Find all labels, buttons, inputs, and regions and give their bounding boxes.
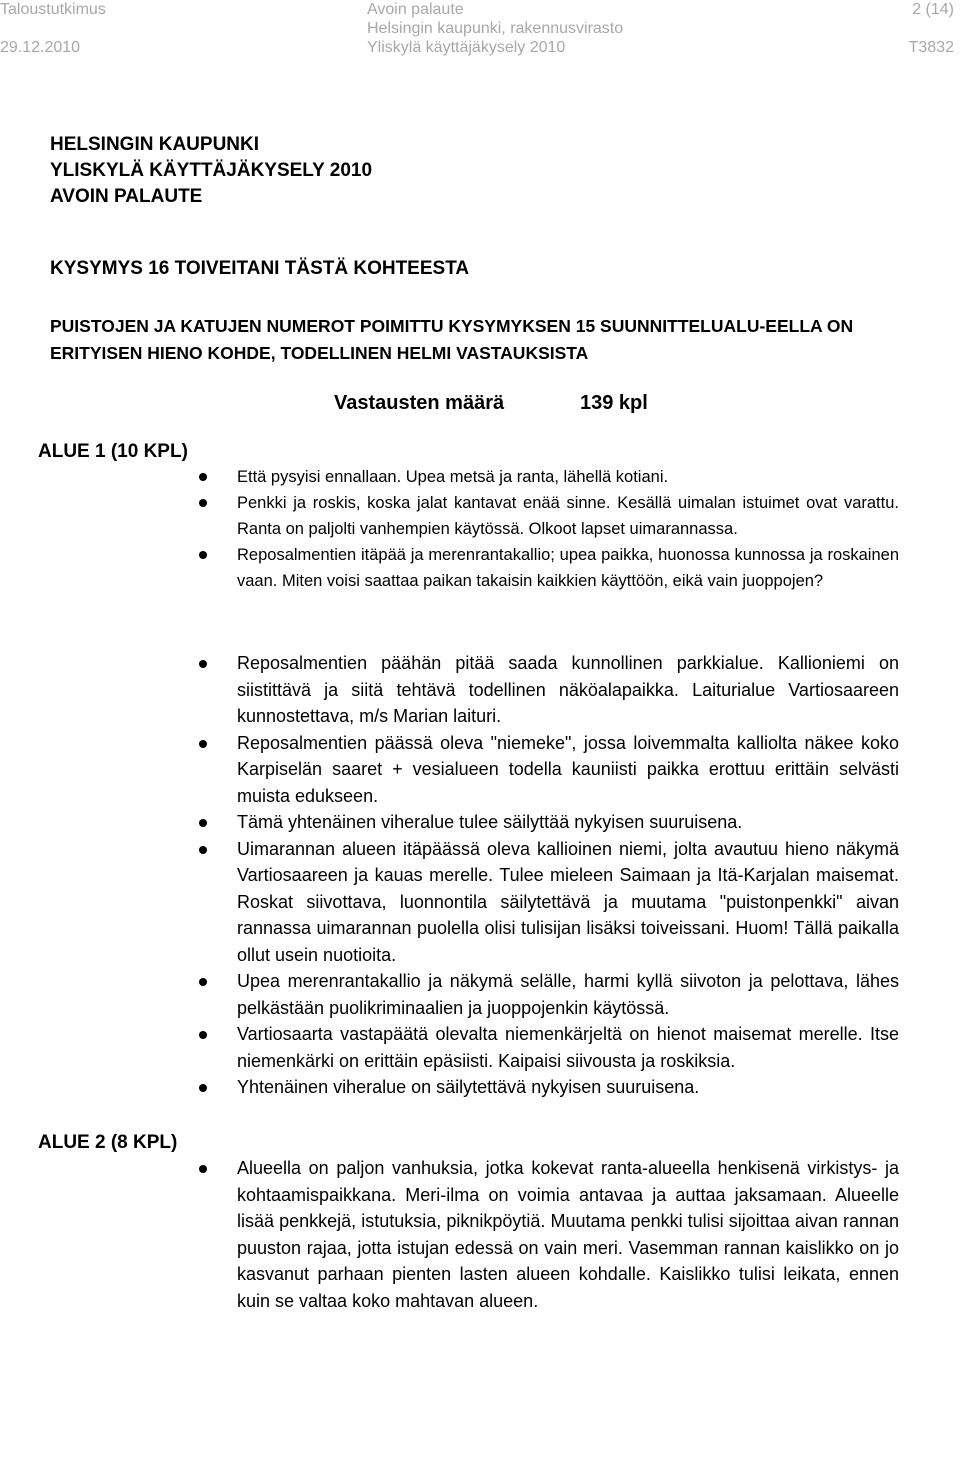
question-description: PUISTOJEN JA KATUJEN NUMEROT POIMITTU KYSYMYKSEN 15 SUUNNITTELUALU-EELLA ON ERITYISEN HIENO KOHDE, TODELLINEN HELMI VASTAUKSISTA — [50, 316, 854, 363]
question-title: KYSYMYS 16 TOIVEITANI TÄSTÄ KOHTEESTA — [50, 258, 470, 279]
area-2-label: ALUE 2 (8 KPL) — [38, 1132, 178, 1153]
title-line: AVOIN PALAUTE — [50, 186, 203, 207]
header-page-number: 2 (14) — [912, 1, 954, 18]
header-report-type: Avoin palaute — [367, 1, 464, 18]
list-item: Alueella on paljon vanhuksia, jotka kokevat ranta-alueella henkisenä virkistys- ja kohtaamispaikkana. Meri-ilma on voimia antavaa ja auttaa jaksamaan. Alueelle lisää penkkejä, istutuksia, piknikpöytiä. Muutama penkki tulisi sijoittaa aivan rannan puuston rajaa, jotta istujan edessä on vain meri. Vasemman rannan kaislikko on jo kasvanut parhaan pienten lasten alueen kohdalle. Kaislikko tulisi leikata, ennen kuin se valtaa koko mahtavan alueen. — [237, 1155, 899, 1314]
list-item: Tämä yhtenäinen viheralue tulee säilyttää nykyisen suuruisena. — [237, 809, 899, 836]
area-1-responses-continued — [237, 650, 899, 1101]
list-item: Vartiosaarta vastapäätä olevalta niemenkärjeltä on hienot maisemat merelle. Itse niemenkärki on erittäin epäsiisti. Kaipaisi siivousta ja roskiksia. — [237, 1021, 899, 1074]
response-count-label: Vastausten määrä — [334, 392, 505, 414]
title-line: HELSINGIN KAUPUNKI — [50, 134, 260, 155]
list-item: Uimarannan alueen itäpäässä oleva kallioinen niemi, jolta avautuu hieno näkymä Vartiosaareen ja kauas merelle. Tulee mieleen Saimaan ja Itä-Karjalan maisemat. Roskat siivottava, luonnontila säilytettävä ja muutama "puistonpenkki" aivan rannassa uimarannan puolella olisi tulisijan lisäksi toiveissani. Huom! Tällä paikalla ollut usein nuotioita. — [237, 836, 899, 969]
header-date: 29.12.2010 — [0, 39, 81, 56]
list-item: Reposalmentien itäpää ja merenrantakallio; upea paikka, huonossa kunnossa ja roskainen vaan. Miten voisi saattaa paikan takaisin kaikkien käyttöön, eikä vain juoppojen? — [237, 542, 899, 594]
document-title — [50, 132, 372, 210]
header-client: Helsingin kaupunki, rakennusvirasto — [367, 20, 624, 37]
header-company: Taloustutkimus — [0, 1, 106, 18]
list-item: Reposalmentien päähän pitää saada kunnollinen parkkialue. Kallioniemi on siistittävä ja siitä tehtävä todellinen näköalapaikka. Laiturialue Vartiosaareen kunnostettava, m/s Marian laituri. — [237, 650, 899, 730]
area-1-responses — [237, 464, 899, 594]
title-line: YLISKYLÄ KÄYTTÄJÄKYSELY 2010 — [50, 160, 373, 181]
header-project-code: T3832 — [908, 39, 954, 56]
list-item: Että pysyisi ennallaan. Upea metsä ja ranta, lähellä kotiani. — [237, 464, 899, 490]
list-item: Reposalmentien päässä oleva "niemeke", jossa loivemmalta kalliolta näkee koko Karpiselän saaret + vesialueen todella kauniisti paikka erottuu erittäin selvästi muista edukseen. — [237, 730, 899, 810]
list-item: Upea merenrantakallio ja näkymä selälle, harmi kyllä siivoton ja pelottava, lähes pelkästään puolikriminaalien ja juoppojenkin käytössä. — [237, 968, 899, 1021]
area-2-responses — [237, 1155, 899, 1314]
response-count-value: 139 kpl — [580, 392, 648, 414]
list-item: Penkki ja roskis, koska jalat kantavat enää sinne. Kesällä uimalan istuimet ovat varattu. Ranta on paljolti vanhempien käytössä. Olkoot lapset uimarannassa. — [237, 490, 899, 542]
area-1-label: ALUE 1 (10 KPL) — [38, 441, 188, 462]
list-item: Yhtenäinen viheralue on säilytettävä nykyisen suuruisena. — [237, 1074, 899, 1101]
header-survey: Yliskylä käyttäjäkysely 2010 — [367, 39, 566, 56]
